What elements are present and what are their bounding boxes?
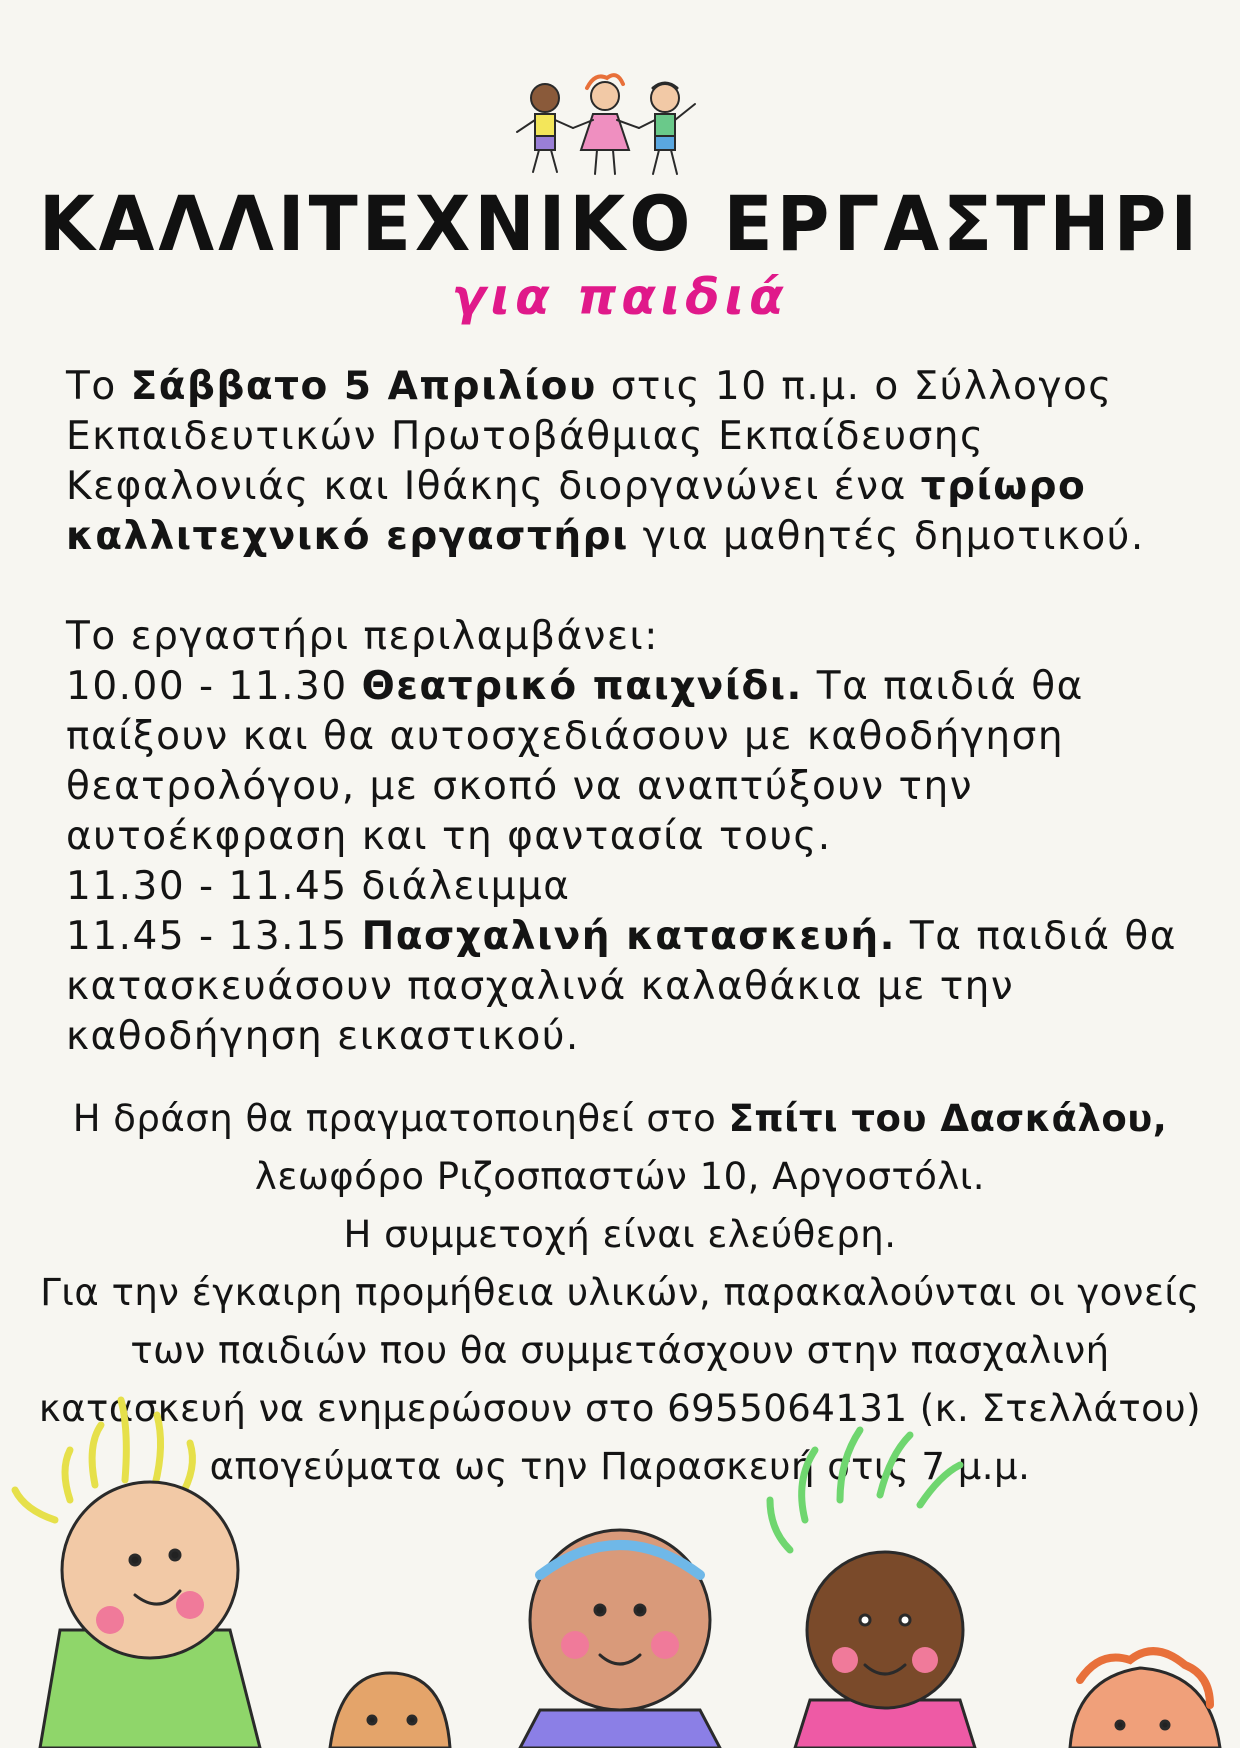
location-line: Η δράση θα πραγματοποιηθεί στο Σπίτι του Δασκάλου,	[72, 1097, 1168, 1140]
poster-subtitle: για παιδιά	[451, 268, 789, 326]
poster-title: ΚΑΛΛΙΤΕΧΝΙΚΟ ΕΡΓΑΣΤΗΡΙ	[38, 179, 1202, 269]
intro-paragraph: Το Σάββατο 5 Απριλίου στις 10 π.μ. ο Σύλλογος Εκπαιδευτικών Πρωτοβάθμιας Εκπαίδευσης Κεφαλονιάς και Ιθάκης διοργανώνει ένα τρίωρο καλλιτεχνικό εργαστήρι για μαθητές δημοτικού.	[66, 364, 1145, 559]
free-participation-line: Η συμμετοχή είναι ελεύθερη.	[343, 1213, 897, 1256]
program-item-craft: 11.45 - 13.15 Πασχαλινή κατασκευή. Τα παιδιά θα κατασκευάσουν πασχαλινά καλαθάκια με την καθοδήγηση εικαστικού.	[66, 914, 1177, 1059]
registration-notice: Για την έγκαιρη προμήθεια υλικών, παρακαλούνται οι γονείς των παιδιών που θα συμμετάσχουν στην πασχαλινή κατασκευή να ενημερώσουν στο 6955064131 (κ. Στελλάτου) απογεύματα ως την Παρασκευή στις 7 μ.μ.	[38, 1271, 1202, 1488]
description-block	[66, 362, 1186, 1062]
children-faces-illustration	[0, 1380, 1240, 1748]
program-item-theatre: 10.00 - 11.30 Θεατρικό παιχνίδι. Τα παιδιά θα παίξουν και θα αυτοσχεδιάσουν με καθοδήγηση θεατρολόγου, με σκοπό να αναπτύξουν την αυτοέκφραση και τη φαντασία τους.	[66, 664, 1084, 859]
program-heading: Το εργαστήρι περιλαμβάνει:	[66, 614, 659, 659]
children-holding-hands-illustration	[505, 68, 745, 180]
address-line: λεωφόρο Ριζοσπαστών 10, Αργοστόλι.	[254, 1155, 986, 1198]
program-item-break: 11.30 - 11.45 διάλειμμα	[66, 864, 571, 909]
